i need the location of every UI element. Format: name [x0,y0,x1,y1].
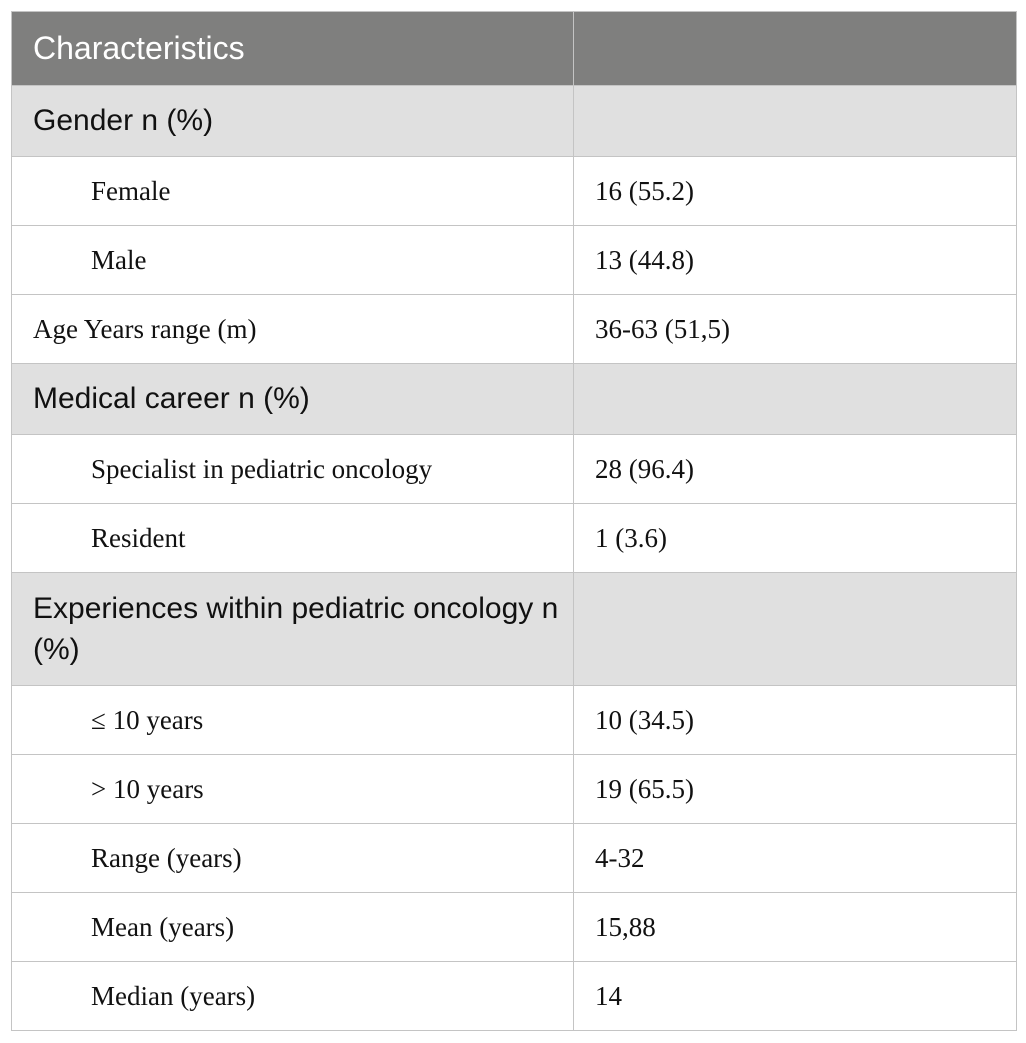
header-characteristics: Characteristics [12,12,574,86]
table-row-age [12,295,1017,364]
row-value: 13 (44.8) [574,226,1017,295]
group-row-gender [12,86,1017,157]
row-value: 19 (65.5) [574,755,1017,824]
row-value: 10 (34.5) [574,686,1017,755]
table-row [12,435,1017,504]
row-value: 16 (55.2) [574,157,1017,226]
row-value: 1 (3.6) [574,504,1017,573]
table-row [12,686,1017,755]
table-row [12,962,1017,1031]
group-blank-cell [574,364,1017,435]
group-blank-cell [574,86,1017,157]
row-value: 14 [574,962,1017,1031]
table-header-row [12,12,1017,86]
group-label: Medical career n (%) [12,364,574,435]
row-value: 28 (96.4) [574,435,1017,504]
table-row [12,755,1017,824]
table-row [12,157,1017,226]
row-value: 15,88 [574,893,1017,962]
row-label: Female [12,157,574,226]
row-label: Age Years range (m) [12,295,574,364]
group-row-experience [12,573,1017,686]
row-value: 4-32 [574,824,1017,893]
row-label: Specialist in pediatric oncology [12,435,574,504]
row-label: Resident [12,504,574,573]
row-label: Range (years) [12,824,574,893]
group-row-medical-career [12,364,1017,435]
table-row [12,226,1017,295]
header-blank [574,12,1017,86]
row-label: ≤ 10 years [12,686,574,755]
row-label: Median (years) [12,962,574,1031]
table-row [12,504,1017,573]
group-label: Gender n (%) [12,86,574,157]
group-blank-cell [574,573,1017,686]
group-label: Experiences within pediatric oncology n (%) [12,573,574,686]
row-label: Mean (years) [12,893,574,962]
row-label: > 10 years [12,755,574,824]
table-row [12,893,1017,962]
row-value: 36-63 (51,5) [574,295,1017,364]
row-label: Male [12,226,574,295]
table-row [12,824,1017,893]
characteristics-table [11,11,1017,1031]
